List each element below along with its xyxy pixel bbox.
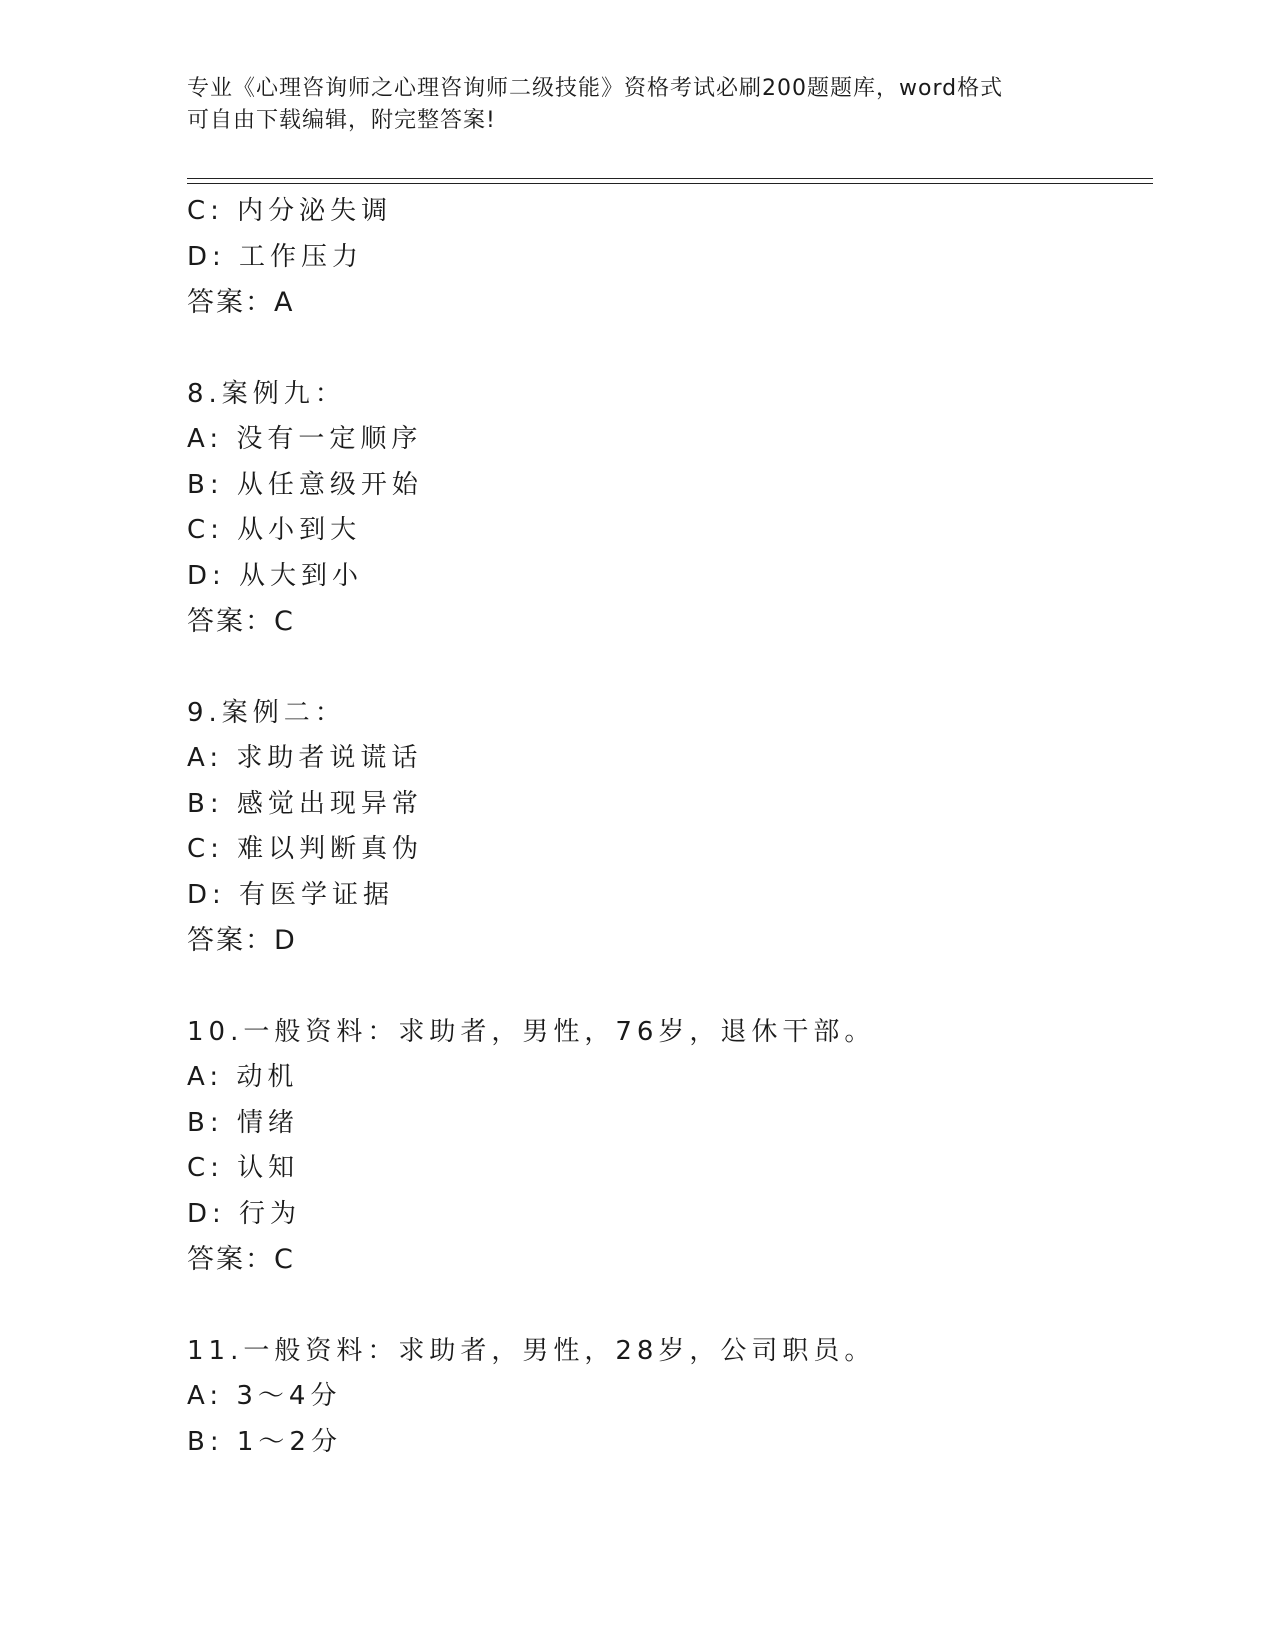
- question-block: [187, 691, 1147, 964]
- option-line: C: 难以判断真伪: [187, 834, 424, 864]
- block-gap: [187, 964, 1147, 1010]
- option-line: D: 有医学证据: [187, 879, 395, 910]
- question-block: [187, 1010, 1147, 1283]
- option-line: B: 从任意级开始: [187, 469, 423, 500]
- option-line: C: 从小到大: [187, 515, 362, 545]
- option-line: B: 情绪: [187, 1107, 299, 1138]
- block-gap: [187, 326, 1147, 372]
- header-line-1: 专业《心理咨询师之心理咨询师二级技能》资格考试必刷200题题库，word格式: [187, 76, 1004, 101]
- option-line: A: 求助者说谎话: [187, 743, 423, 773]
- header-rule-bottom: [187, 183, 1153, 184]
- option-line: A: 没有一定顺序: [187, 424, 423, 454]
- block-gap: [187, 1283, 1147, 1329]
- option-line: C: 认知: [187, 1153, 300, 1183]
- option-line: B: 1～2分: [187, 1426, 342, 1457]
- question-title: 8.案例九：: [187, 378, 346, 409]
- question-title: 9.案例二：: [187, 697, 346, 728]
- question-block: [187, 1329, 1147, 1466]
- option-line: B: 感觉出现异常: [187, 788, 423, 819]
- answer-line: 答案：A: [187, 287, 295, 318]
- option-line: D: 工作压力: [187, 241, 364, 272]
- option-line: A: 3～4分: [187, 1381, 342, 1411]
- answer-line: 答案：C: [187, 606, 295, 637]
- option-line: C: 内分泌失调: [187, 196, 393, 226]
- header-rule-top: [187, 178, 1153, 179]
- answer-line: 答案：C: [187, 1244, 295, 1275]
- option-line: D: 行为: [187, 1198, 302, 1229]
- question-title: 11.一般资料：求助者，男性，28岁，公司职员。: [187, 1335, 876, 1366]
- option-line: D: 从大到小: [187, 560, 364, 591]
- header-line-2: 可自由下载编辑，附完整答案!: [187, 108, 496, 133]
- document-header: [187, 73, 1087, 137]
- question-block: [187, 189, 1147, 326]
- question-block: [187, 372, 1147, 645]
- answer-line: 答案：D: [187, 925, 297, 956]
- option-line: A: 动机: [187, 1062, 299, 1092]
- question-list: [187, 189, 1147, 1465]
- block-gap: [187, 645, 1147, 691]
- question-title: 10.一般资料：求助者，男性，76岁，退休干部。: [187, 1016, 876, 1047]
